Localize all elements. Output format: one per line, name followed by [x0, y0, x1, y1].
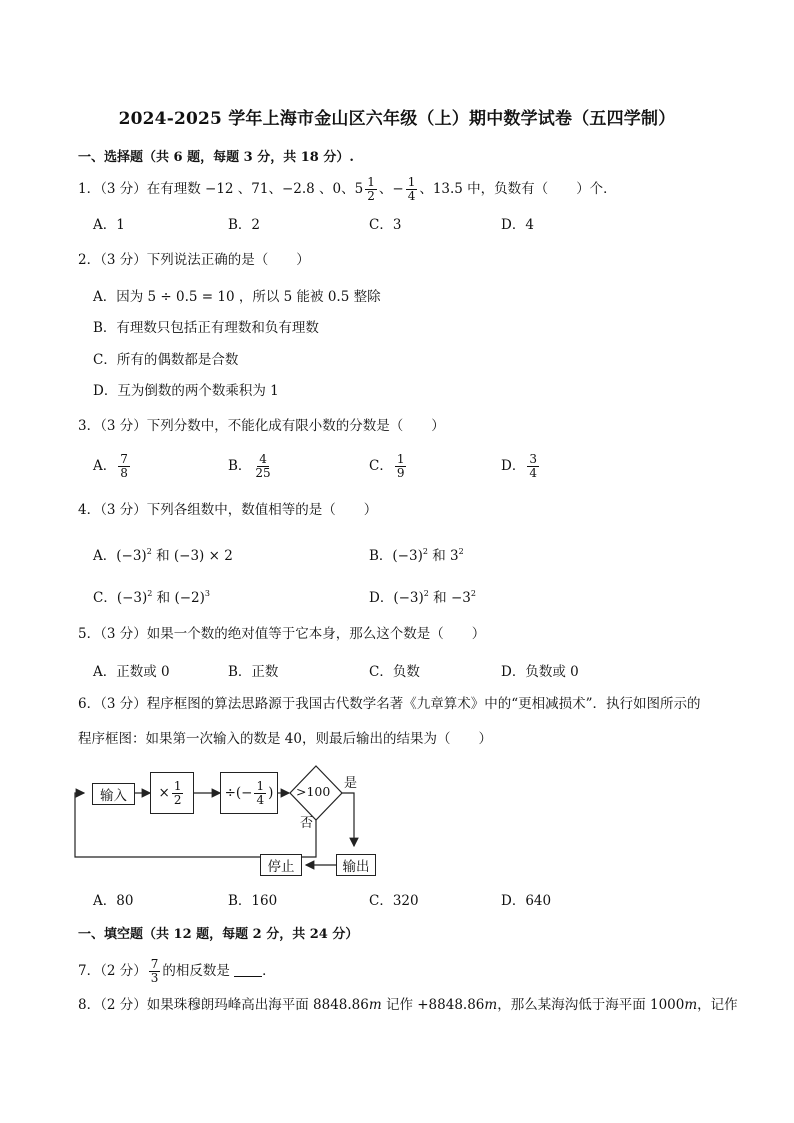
- q4-d-mid: 和 −3: [428, 590, 471, 606]
- question-6-line2: [78, 729, 492, 749]
- q3-a-num: 7: [120, 452, 128, 466]
- q4-c-exp: 2: [147, 589, 153, 598]
- question-1: [78, 176, 617, 203]
- q2-option-d[interactable]: D．互为倒数的两个数乘积为 1: [93, 383, 279, 399]
- q3-d-num: 3: [529, 452, 537, 466]
- q1-mixed-num: 1: [367, 175, 375, 189]
- flow-yes-label: 是: [344, 776, 358, 791]
- q4-option-d[interactable]: [369, 584, 476, 608]
- q4-end: ）: [363, 502, 378, 518]
- flow-input-box: [92, 783, 135, 805]
- flow-mult-num: 1: [173, 778, 182, 793]
- q7-end: ．: [262, 963, 276, 979]
- flow-div-num: 1: [256, 778, 265, 793]
- q4-a-post: 和 (−3) × 2: [151, 548, 233, 564]
- q1-end: ）个．: [576, 181, 617, 197]
- q5-end: ）: [471, 626, 486, 642]
- q5-option-b[interactable]: B．正数: [228, 664, 279, 680]
- q1-mixed-fraction: [365, 176, 377, 203]
- question-4: [78, 500, 377, 520]
- q3-stem: 3．（3 分）下列分数中，不能化成有限小数的分数是（: [78, 418, 404, 434]
- question-5: [78, 624, 485, 644]
- q2-end: ）: [296, 252, 310, 268]
- q4-d-exp2: 2: [470, 589, 476, 598]
- q4-b-exp2: 2: [458, 547, 464, 556]
- question-7: [78, 958, 276, 985]
- q3-b-label: B．: [228, 458, 252, 474]
- section-heading-fill: 一、填空题（共 12 题，每题 2 分，共 24 分）: [78, 927, 359, 942]
- flow-condition-label: >100: [296, 784, 331, 799]
- q8-lead: 8．（2 分）如果珠穆朗玛峰高出海平面 8848.86: [78, 997, 369, 1013]
- q4-c-exp2: 3: [204, 589, 210, 598]
- q4-a-exp: 2: [146, 547, 152, 556]
- q2-stem: 2．（3 分）下列说法正确的是（: [78, 252, 269, 268]
- q5-option-a[interactable]: A．正数或 0: [93, 664, 170, 680]
- q3-option-a[interactable]: [93, 453, 132, 480]
- q1-tail: 、13.5 中，负数有（: [419, 181, 549, 197]
- q3-b-den: 25: [255, 466, 271, 480]
- q3-c-label: C．: [369, 458, 393, 474]
- q1-option-a[interactable]: A．1: [93, 217, 125, 233]
- q7-tail: 的相反数是: [162, 963, 230, 979]
- q8-unit-1: m: [368, 997, 382, 1013]
- q4-b-exp: 2: [422, 547, 428, 556]
- q1-option-b[interactable]: B．2: [228, 217, 261, 233]
- flow-stop-box: [260, 854, 302, 876]
- q3-option-c[interactable]: [369, 453, 408, 480]
- q4-d-exp: 2: [423, 589, 429, 598]
- q6-option-d[interactable]: D．640: [501, 893, 552, 909]
- q3-end: ）: [431, 418, 445, 434]
- q5-option-c[interactable]: C．负数: [369, 664, 420, 680]
- q3-c-num: 1: [396, 452, 405, 466]
- q1-f-den: 4: [407, 189, 416, 203]
- flow-input-label: 输入: [100, 788, 127, 804]
- q1-sep: 、−: [378, 181, 404, 197]
- q3-a-label: A．: [93, 458, 117, 474]
- flow-divide-box: [220, 772, 278, 814]
- q4-b-pre: B．(−3): [369, 548, 423, 564]
- flow-multiply-box: [150, 772, 194, 814]
- q8-end: ，记作: [697, 997, 738, 1013]
- q4-option-c[interactable]: [93, 584, 210, 608]
- flow-output-label: 输出: [342, 859, 370, 875]
- q5-stem: 5．（3 分）如果一个数的绝对值等于它本身，那么这个数是（: [78, 626, 444, 642]
- q7-f-den: 3: [150, 971, 159, 985]
- q8-mid: 记作 +8848.86: [381, 997, 485, 1013]
- q2-option-a[interactable]: A．因为 5 ÷ 0.5 = 10 ，所以 5 能被 0.5 整除: [93, 289, 381, 305]
- q7-lead: 7．（2 分）: [78, 963, 147, 979]
- flow-output-box: [336, 854, 376, 876]
- question-3: [78, 416, 445, 436]
- q4-c-mid: 和 (−2): [152, 590, 205, 606]
- flow-div-pre: ÷(−: [224, 785, 253, 801]
- question-6-line1: 6．（3 分）程序框图的算法思路源于我国古代数学名著《九章算术》中的“更相减损术”．执行如图所示的: [78, 696, 701, 712]
- q6-option-a[interactable]: A．80: [93, 893, 134, 909]
- q6-end: ）: [478, 731, 492, 747]
- flow-mult-sign: ×: [158, 785, 170, 801]
- question-8: [78, 995, 738, 1015]
- q6-line2-text: 程序框图：如果第一次输入的数是 40，则最后输出的结果为（: [78, 731, 451, 747]
- q1-fraction: [406, 176, 418, 203]
- flow-div-post: ): [268, 785, 274, 801]
- q3-a-den: 8: [120, 466, 128, 480]
- flow-no-label: 否: [300, 816, 314, 831]
- q1-f-num: 1: [407, 175, 416, 189]
- q2-option-b[interactable]: B．有理数只包括正有理数和负有理数: [93, 320, 319, 336]
- q3-b-num: 4: [259, 452, 267, 466]
- q4-b-mid: 和 3: [427, 548, 459, 564]
- q1-option-c[interactable]: C．3: [369, 217, 402, 233]
- q3-d-den: 4: [529, 466, 537, 480]
- q5-option-d[interactable]: D．负数或 0: [501, 664, 579, 680]
- q8-unit-2: m: [484, 997, 498, 1013]
- q3-d-label: D．: [501, 458, 526, 474]
- q1-lead: 1．（3 分）在有理数 −12 、71、−2.8 、0、5: [78, 181, 364, 197]
- question-2: [78, 250, 310, 270]
- flow-div-den: 4: [256, 792, 265, 807]
- q3-c-den: 9: [396, 466, 405, 480]
- q7-f-num: 7: [150, 957, 159, 971]
- flow-mult-den: 2: [173, 792, 182, 807]
- q1-option-d[interactable]: D．4: [501, 217, 534, 233]
- q3-option-b[interactable]: [228, 453, 275, 480]
- q3-option-d[interactable]: [501, 453, 541, 480]
- q4-c-pre: C．(−3): [93, 590, 148, 606]
- q1-mixed-den: 2: [367, 189, 375, 203]
- q4-a-pre: A．(−3): [93, 548, 147, 564]
- q4-option-a[interactable]: [93, 542, 233, 566]
- flow-stop-label: 停止: [267, 859, 295, 875]
- q8-unit-3: m: [684, 997, 698, 1013]
- q4-stem: 4．（3 分）下列各组数中，数值相等的是（: [78, 502, 336, 518]
- q2-option-c[interactable]: C．所有的偶数都是合数: [93, 352, 239, 368]
- q4-d-pre: D．(−3): [369, 590, 424, 606]
- q6-option-c[interactable]: C．320: [369, 893, 419, 909]
- q4-option-b[interactable]: [369, 542, 464, 566]
- q6-option-b[interactable]: B．160: [228, 893, 278, 909]
- section-heading-choice: 一、选择题（共 6 题，每题 3 分，共 18 分）.: [78, 150, 354, 165]
- page-title: 2024-2025 学年上海市金山区六年级（上）期中数学试卷（五四学制）: [118, 109, 676, 129]
- q7-answer-blank[interactable]: [234, 962, 262, 977]
- q8-tail: ，那么某海沟低于海平面 1000: [497, 997, 685, 1013]
